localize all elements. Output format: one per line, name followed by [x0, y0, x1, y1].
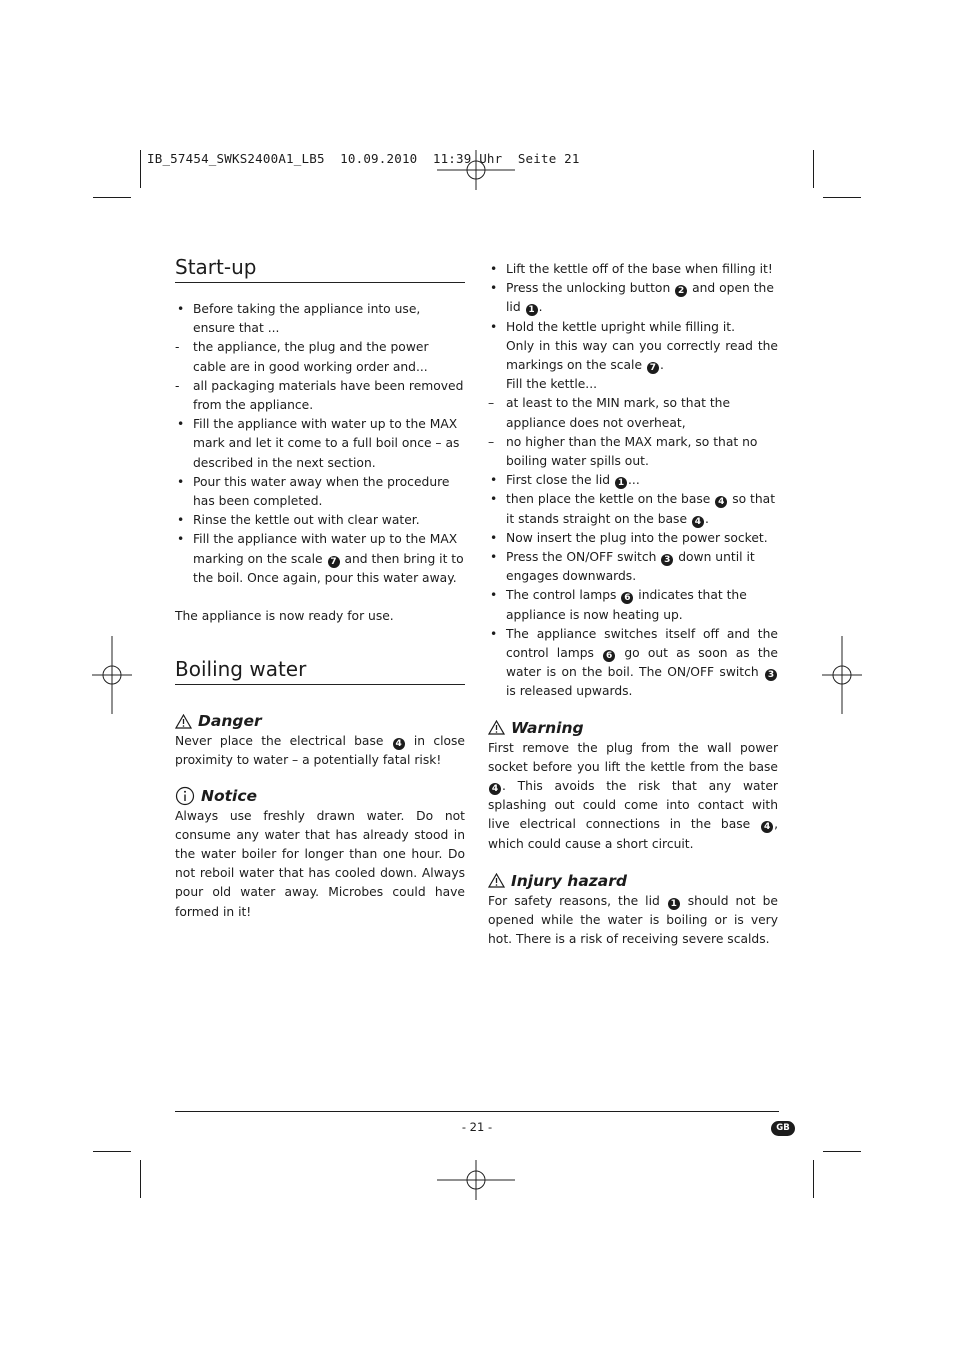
injury-box — [488, 870, 778, 950]
ref-number: 1 — [668, 898, 680, 910]
list-item: – no higher than the MAX mark, so that no boiling water spills out. — [488, 434, 758, 469]
list-item: • Lift the kettle off of the base when filling it! — [490, 262, 773, 276]
boiling-title: Boiling water — [175, 657, 307, 682]
ref-number: 4 — [692, 516, 704, 528]
right-column — [488, 260, 778, 950]
list-item: - the appliance, the plug and the power cable are in good working order and... — [175, 340, 429, 374]
list-continuation: Only in this way can you correctly read the markings on the scale 7 . — [506, 338, 778, 374]
list-item: • then place the kettle on the base 4 so that it stands straight on the base 4 . — [490, 492, 776, 527]
warning-triangle-icon — [488, 873, 505, 888]
list-item: • The control lamps 6 indicates that the appliance is now heating up. — [490, 588, 747, 622]
info-icon — [175, 786, 195, 806]
ref-number: 4 — [715, 496, 727, 508]
warning-box — [488, 717, 778, 854]
left-column — [175, 254, 465, 922]
warning-triangle-icon — [175, 714, 192, 729]
print-header: IB_57454_SWKS2400A1_LB5 10.09.2010 11:39 Uhr Seite 21 — [147, 151, 580, 166]
notice-text: Always use freshly drawn water. Do not consume any water that has already stood in the water boiler for longer than one hour. Do not reboil water that has cooled down. Always pour old water away. Microbes could have formed in it! — [175, 808, 465, 919]
title-underline — [175, 282, 465, 283]
list-item: • Press the unlocking button 2 and open the lid 1 . — [490, 281, 774, 316]
list-item: • Rinse the kettle out with clear water. — [177, 513, 420, 528]
footer-rule — [175, 1111, 779, 1112]
warning-heading: Warning — [488, 717, 778, 739]
ready-text: The appliance is now ready for use. — [175, 609, 394, 624]
ref-number: 7 — [647, 362, 659, 374]
registration-mark-bottom — [437, 1160, 517, 1202]
ref-number: 4 — [489, 783, 501, 795]
language-badge: GB — [771, 1121, 795, 1136]
startup-title: Start-up — [175, 255, 257, 279]
list-item: • First close the lid 1 ... — [490, 473, 640, 489]
ref-number: 7 — [328, 556, 340, 568]
danger-box — [175, 710, 465, 770]
ref-number: 1 — [615, 477, 627, 489]
list-item: • Fill the appliance with water up to the MAX mark and let it come to a full boil once – as described in the next section. — [177, 417, 460, 470]
list-item: • Hold the kettle upright while filling it. — [490, 319, 735, 334]
ref-number: 3 — [661, 554, 673, 566]
page-number: - 21 - — [461, 1120, 493, 1134]
ref-number: 6 — [621, 592, 633, 604]
list-item: – at least to the MIN mark, so that the appliance does not overheat, — [488, 396, 731, 430]
list-item: • Press the ON/OFF switch 3 down until it engages downwards. — [490, 550, 755, 584]
ref-number: 1 — [526, 304, 538, 316]
warning-text: First remove the plug from the wall power socket before you lift the kettle from the base 4 . This avoids the risk that any water splashing out could come into contact with live electrical connections in the base 4 , which could cause a short circuit. — [488, 740, 778, 851]
list-item: • Now insert the plug into the power socket. — [490, 530, 768, 545]
list-continuation: Fill the kettle... — [506, 377, 598, 392]
registration-mark-right — [822, 636, 864, 716]
registration-mark-left — [92, 636, 134, 716]
title-underline — [175, 684, 465, 685]
notice-box — [175, 785, 465, 922]
ref-number: 3 — [765, 669, 777, 681]
ref-number: 2 — [675, 285, 687, 297]
list-item: - all packaging materials have been removed from the appliance. — [175, 378, 464, 413]
injury-heading: Injury hazard — [488, 870, 778, 892]
startup-list — [175, 300, 465, 588]
danger-heading: Danger — [175, 710, 465, 732]
injury-text: For safety reasons, the lid 1 should not be opened while the water is boiling or is very hot. There is a risk of receiving severe scalds. — [488, 893, 778, 947]
notice-heading: Notice — [175, 785, 465, 807]
danger-text: Never place the electrical base 4 in close proximity to water – a potentially fatal risk! — [175, 734, 465, 768]
ref-number: 6 — [603, 650, 615, 662]
list-item: • Pour this water away when the procedure has been completed. — [177, 474, 450, 509]
ref-number: 4 — [761, 821, 773, 833]
list-item: • The appliance switches itself off and the control lamps 6 go out as soon as the water is on the boil. The ON/OFF switch 3 is released upwards. — [490, 626, 779, 699]
ref-number: 4 — [393, 738, 405, 750]
list-item: • Fill the appliance with water up to the MAX marking on the scale 7 and then bring it to the boil. Once again, pour this water away. — [177, 532, 464, 585]
list-item: • Before taking the appliance into use, ensure that ... — [177, 302, 421, 336]
warning-triangle-icon — [488, 720, 505, 735]
